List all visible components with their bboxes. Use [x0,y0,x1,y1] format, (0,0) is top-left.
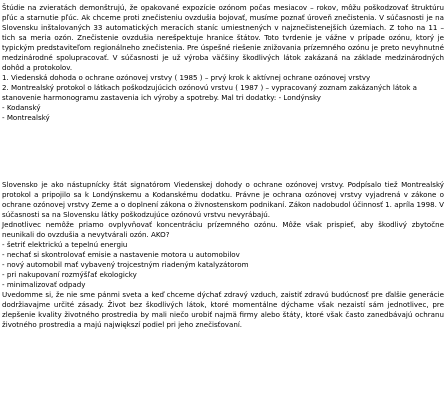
list-item-check-emissions: - nechať si skontrolovať emisie a nastavenie motora u automobilov [2,250,240,259]
paragraph-individual: Jednotlivec nemôže priamo ovplyvňovať koncentráciu prízemného ozónu. Môže však prispieť, aby škodlivý zbytočne neunikali do ovzdušia a nevytvárali ozón. AKO? [2,220,444,239]
list-item-vienna-convention: 1. Viedenská dohoda o ochrane ozónovej vrstvy ( 1985 ) – prvý krok k aktívnej ochrane ozónovej vrstvy [2,73,371,82]
list-item-save-energy: - šetriť elektrickú a tepelnú energiu [2,240,128,249]
document-page [2,3,444,330]
list-item-copenhagen: - Kodanský [2,103,41,112]
list-item-catalyst: - nový automobil mať vybavený trojcestným riadeným katalyzátorom [2,260,249,269]
paragraph-conclusion: Uvedomme si, že nie sme pánmi sveta a keď chceme dýchať zdravý vzduch, zaistiť zdravú budúcnosť pre ďalšie generácie dodržiavajme určité zásady. Život bez škodlivých látok, ktoré momentálne dýchame však nezaistí sám jednotlivec, pre zlepšenie kvality životného prostredia by mali niečo urobiť najmä firmy alebo štáty, ktoré však často zanedbávajú ochranu životného prostredia a majú największí podiel pri jeho znečisťovaní. [2,290,444,329]
list-item-minimize-waste: - minimalizovať odpady [2,280,86,289]
list-item-montreal-protocol: 2. Montrealský protokol o látkach poškodzujúcich ozónovú vrstvu ( 1987 ) – vypracovaný zoznam zakázaných látok a stanovenie harmonogramu zastavenia ich výroby a spotreby. Mal tri dodatky: - Londýnsky [2,83,418,102]
paragraph-slovakia-law: Slovensko je ako nástupnícky štát signatórom Viedenskej dohody o ochrane ozónovej vrstvy. Podpísalo tiež Montrealský protokol a pripojilo sa k Londýnskemu a Kodanskému dodatku. Právne je ochrana ozónovej vrstvy vyjadrená v zákone o ochrane ozónovej vrstvy Zeme a o doplnení zákona o živnostenskom podnikaní. Zákon nadobudol účinnosť 1. apríla 1998. V súčasnosti sa na Slovensku látky poškodzujúce ozónovú vrstvu nevyrábajú. [2,180,444,219]
blank-space [2,123,444,180]
paragraph-block-ozone-studies [2,3,444,123]
paragraph-block-slovakia [2,180,444,330]
paragraph-intro: Štúdie na zvieratách demonštrujú, že opakované expozície ozónom počas mesiacov – rokov, môžu poškodzovať štruktúru pľúc a starnutie pľúc. Ak chceme proti znečisteniu ovzdušia bojovať, musíme poznať úroveň znečistenia. V súčasnosti je na Slovensku inštalovaných 33 automatických meracích staníc umiestnených v najznečistenejších územiach. Z toho na 11 – tich sa meria ozón. Znečistenie ovzdušia nerešpektuje hranice štátov. Toto tvrdenie je vážne v prípade ozónu, ktorý je typickým predstaviteľom regionálneho znečistenia. Pre úspešné riešenie znižovania prízemného ozónu je preto nevyhnutné medzinárodné spolupracovať. V súčasnosti je už výroba väčšiny škodlivých látok zakázaná na základe medzinárodných dohôd a protokolov. [2,3,444,72]
list-item-montreal: - Montrealský [2,113,50,122]
list-item-shop-ecologically: - pri nakupovaní rozmýšľať ekologicky [2,270,137,279]
